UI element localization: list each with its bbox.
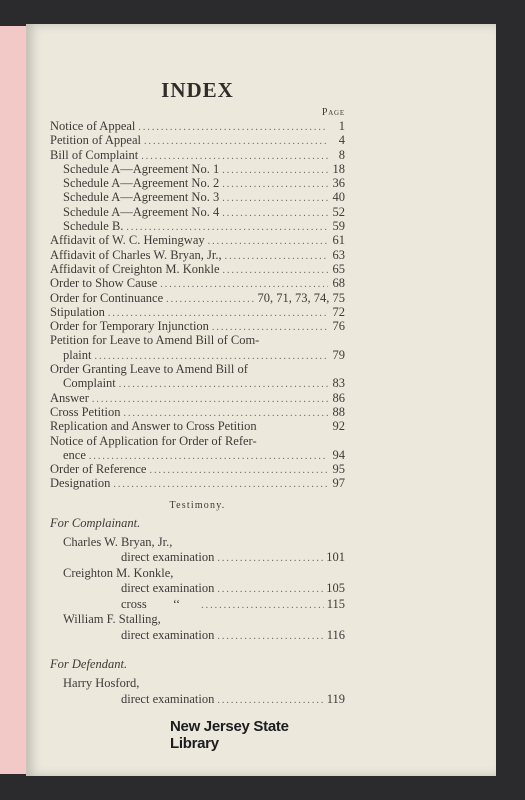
page-column-label: Page (321, 107, 345, 118)
witness-name: William F. Stalling, (63, 612, 161, 627)
testimony-heading: Testimony. (169, 499, 226, 511)
witness-exam: direct examination ..... 105 (50, 581, 345, 597)
index-entry: Bill of Complaint ..... 8 (50, 148, 345, 162)
index-entry: Order to Show Cause ..... 68 (50, 276, 345, 290)
index-entry: Schedule A—Agreement No. 3 ..... 40 (50, 190, 345, 204)
index-entry: Order for Temporary Injunction ..... 76 (50, 319, 345, 333)
library-stamp: New Jersey State Library (170, 718, 289, 752)
witness-cross: cross ‘‘ ..... 115 (50, 597, 345, 613)
witness-exam: direct examination ..... 119 (50, 692, 345, 708)
index-entry: plaint ..... 79 (50, 348, 345, 362)
index-entry: Cross Petition ..... 88 (50, 405, 345, 419)
witness-name: Harry Hosford, (63, 676, 140, 691)
index-entry: Answer ..... 86 (50, 391, 345, 405)
index-entry: Schedule A—Agreement No. 1 ..... 18 (50, 162, 345, 176)
witness-name: Creighton M. Konkle, (63, 565, 174, 580)
index-entry: Schedule A—Agreement No. 2 ..... 36 (50, 176, 345, 190)
index-entry: Petition of Appeal ..... 4 (50, 133, 345, 147)
index-entry: ence ..... 94 (50, 448, 345, 462)
index-entry: Replication and Answer to Cross Petition 92 (50, 419, 345, 434)
index-entries (50, 119, 345, 491)
index-entry: Schedule B. ..... 59 (50, 219, 345, 233)
witness-exam: direct examination ..... 101 (50, 550, 345, 566)
index-entry: Affidavit of W. C. Hemingway ..... 61 (50, 233, 345, 247)
index-entry: Order of Reference ..... 95 (50, 462, 345, 476)
index-content (50, 78, 345, 707)
page-title: INDEX (161, 78, 234, 102)
witness-exam: direct examination ..... 116 (50, 628, 345, 644)
index-entry-line: Petition for Leave to Amend Bill of Com- (50, 333, 260, 348)
complainant-heading: For Complainant. (50, 515, 141, 530)
index-entry: Affidavit of Creighton M. Konkle ..... 65 (50, 262, 345, 276)
index-entry: Affidavit of Charles W. Bryan, Jr., ..... 63 (50, 248, 345, 262)
index-entry: Order for Continuance ..... 70, 71, 73, 74, 75 (50, 291, 345, 305)
index-entry-line: Notice of Application for Order of Refer- (50, 433, 257, 448)
defendant-heading: For Defendant. (50, 657, 128, 672)
index-entry: Stipulation ..... 72 (50, 305, 345, 319)
index-entry: Schedule A—Agreement No. 4 ..... 52 (50, 205, 345, 219)
index-entry: Designation ..... 97 (50, 476, 345, 490)
witness-name: Charles W. Bryan, Jr., (63, 534, 173, 549)
index-entry: Complaint ..... 83 (50, 376, 345, 390)
index-entry-line: Order Granting Leave to Amend Bill of (50, 362, 248, 377)
index-entry: Notice of Appeal ..... 1 (50, 119, 345, 133)
